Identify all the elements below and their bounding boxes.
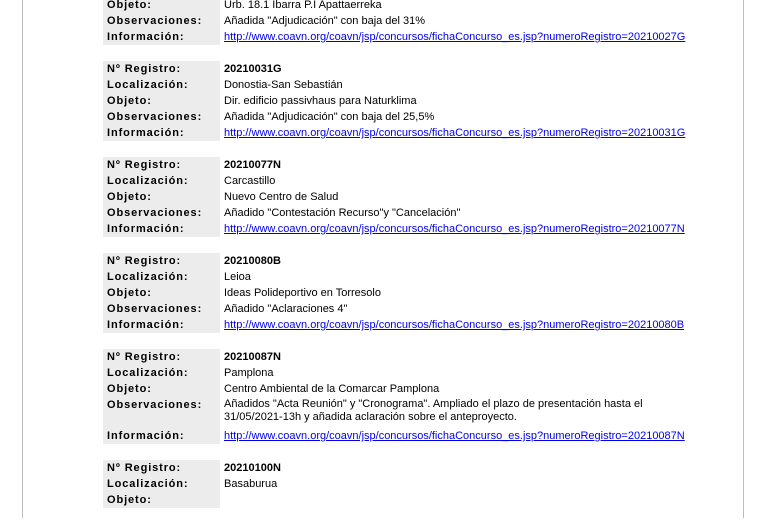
row-objeto (103, 189, 703, 205)
label-objeto: Objeto: (103, 189, 220, 205)
label-observaciones: Observaciones: (103, 205, 220, 221)
value-informacion (222, 428, 703, 444)
label-objeto: Objeto: (103, 93, 220, 109)
label-objeto: Objeto: (103, 492, 220, 508)
page-frame (22, 0, 744, 518)
label-registro: Nº Registro: (103, 253, 220, 269)
row-observaciones (103, 397, 703, 428)
value-localizacion: Donostia-San Sebastián (224, 79, 343, 91)
label-registro: Nº Registro: (103, 61, 220, 77)
registry-record (103, 460, 703, 508)
value-registro: 20210077N (224, 159, 281, 171)
label-objeto: Objeto: (103, 381, 220, 397)
value-registro: 20210087N (224, 351, 281, 363)
label-informacion: Información: (103, 428, 220, 444)
row-registro (103, 157, 703, 173)
label-registro: Nº Registro: (103, 157, 220, 173)
registry-record (103, 253, 703, 333)
label-localizacion: Localización: (103, 77, 220, 93)
row-informacion (103, 221, 703, 237)
label-localizacion: Localización: (103, 365, 220, 381)
row-registro (103, 349, 703, 365)
label-observaciones: Observaciones: (103, 397, 220, 428)
row-informacion (103, 125, 703, 141)
value-localizacion: Pamplona (224, 367, 274, 379)
row-informacion (103, 317, 703, 333)
registry-record (103, 61, 703, 141)
row-observaciones (103, 109, 703, 125)
registry-record (103, 0, 703, 45)
value-observaciones: Añadido "Aclaraciones 4" (224, 303, 348, 315)
row-objeto (103, 93, 703, 109)
row-registro (103, 460, 703, 476)
row-registro (103, 253, 703, 269)
info-link[interactable]: http://www.coavn.org/coavn/jsp/concursos/fichaConcurso_es.jsp?numeroRegistro=20210080B (224, 319, 685, 331)
row-objeto (103, 0, 703, 13)
row-localizacion (103, 269, 703, 285)
value-objeto: Centro Ambiental de la Comarcar Pamplona (224, 383, 440, 395)
row-localizacion (103, 476, 703, 492)
registry-record (103, 349, 703, 444)
label-localizacion: Localización: (103, 476, 220, 492)
value-observaciones: Añadido "Contestación Recurso"y "Cancelación" (224, 207, 461, 219)
label-informacion: Información: (103, 29, 220, 45)
value-registro: 20210100N (224, 462, 281, 474)
row-localizacion (103, 173, 703, 189)
info-link[interactable]: http://www.coavn.org/coavn/jsp/concursos/fichaConcurso_es.jsp?numeroRegistro=20210027G (224, 31, 686, 43)
value-informacion (222, 221, 703, 237)
label-observaciones: Observaciones: (103, 109, 220, 125)
label-informacion: Información: (103, 317, 220, 333)
registry-list (103, 0, 703, 524)
row-observaciones (103, 205, 703, 221)
row-localizacion (103, 77, 703, 93)
label-observaciones: Observaciones: (103, 13, 220, 29)
value-objeto: Ideas Polideportivo en Torresolo (224, 287, 381, 299)
value-informacion (222, 29, 703, 45)
value-localizacion: Basaburua (224, 478, 278, 490)
row-registro (103, 61, 703, 77)
label-localizacion: Localización: (103, 173, 220, 189)
label-objeto: Objeto: (103, 0, 220, 13)
row-objeto (103, 285, 703, 301)
label-observaciones: Observaciones: (103, 301, 220, 317)
label-registro: Nº Registro: (103, 460, 220, 476)
value-observaciones: Añadidos "Acta Reunión" y "Cronograma". Ampliado el plazo de presentación hasta el 31/05/2021-13h y añadida aclaración sobre el anteproyecto. (224, 398, 643, 423)
value-informacion (222, 125, 703, 141)
info-link[interactable]: http://www.coavn.org/coavn/jsp/concursos/fichaConcurso_es.jsp?numeroRegistro=20210031G (224, 127, 686, 139)
value-registro: 20210080B (224, 255, 281, 267)
label-objeto: Objeto: (103, 285, 220, 301)
row-localizacion (103, 365, 703, 381)
row-objeto (103, 492, 703, 508)
label-informacion: Información: (103, 221, 220, 237)
row-observaciones (103, 301, 703, 317)
value-localizacion: Leioa (224, 271, 251, 283)
value-informacion (222, 317, 703, 333)
label-registro: Nº Registro: (103, 349, 220, 365)
value-observaciones: Añadida "Adjudicación" con baja del 31% (224, 15, 426, 27)
label-informacion: Información: (103, 125, 220, 141)
row-observaciones (103, 13, 703, 29)
label-localizacion: Localización: (103, 269, 220, 285)
value-objeto: Urb. 18.1 Ibarra P.I Apattaerreka (224, 0, 382, 11)
value-objeto: Nuevo Centro de Salud (224, 191, 339, 203)
row-informacion (103, 428, 703, 444)
value-objeto: Dir. edificio passivhaus para Naturklima (224, 95, 417, 107)
row-objeto (103, 381, 703, 397)
value-registro: 20210031G (224, 63, 282, 75)
registry-record (103, 157, 703, 237)
info-link[interactable]: http://www.coavn.org/coavn/jsp/concursos/fichaConcurso_es.jsp?numeroRegistro=20210087N (224, 430, 685, 442)
value-localizacion: Carcastillo (224, 175, 276, 187)
value-observaciones: Añadida "Adjudicación" con baja del 25,5% (224, 111, 435, 123)
row-informacion (103, 29, 703, 45)
info-link[interactable]: http://www.coavn.org/coavn/jsp/concursos/fichaConcurso_es.jsp?numeroRegistro=20210077N (224, 223, 685, 235)
